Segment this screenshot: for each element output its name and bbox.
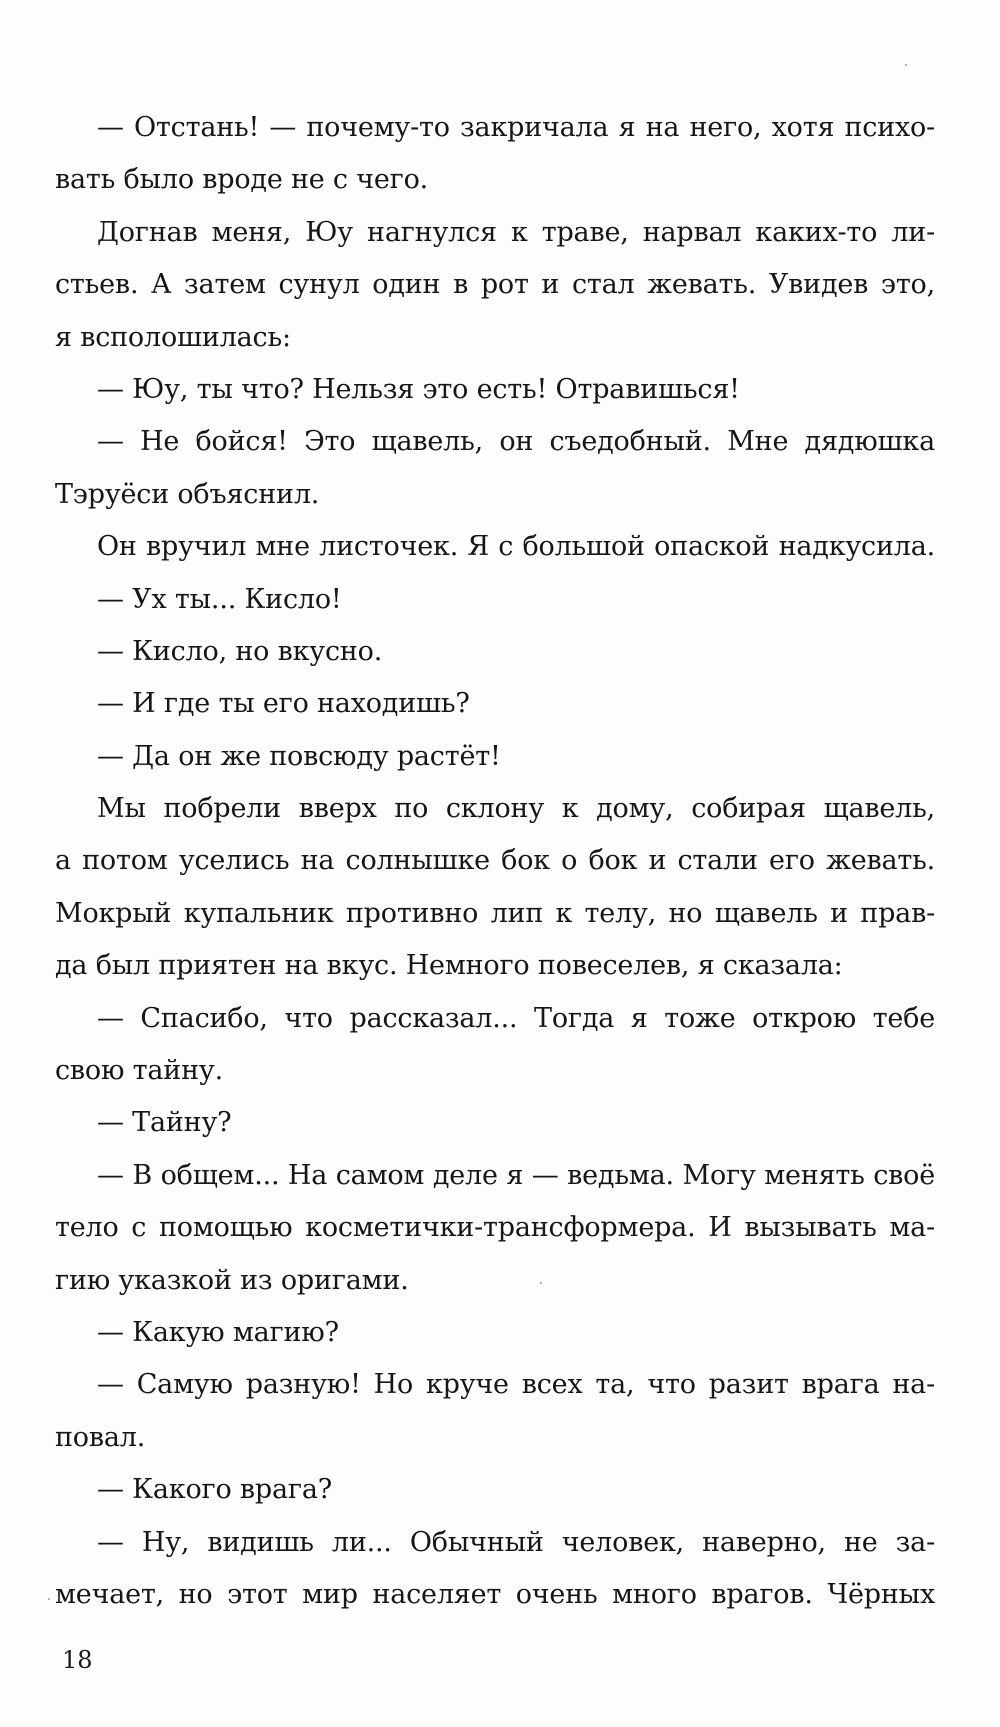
text-line: Он вручил мне листочек. Я с большой опаской надкусила. — [97, 531, 935, 563]
text-line: а потом уселись на солнышке бок о бок и стали его жевать. — [55, 845, 935, 877]
text-line: гию указкой из оригами. — [55, 1264, 409, 1296]
text-line: я всполошилась: — [55, 321, 291, 353]
text-line: тело с помощью косметички-трансформера. И вызывать ма- — [55, 1212, 935, 1244]
text-line: — Отстань! — почему-то закричала я на него, хотя психо- — [97, 112, 935, 143]
text-line: — Ух ты... Кисло! — [97, 583, 342, 615]
page-number: 18 — [62, 1646, 93, 1674]
text-line: вать было вроде не с чего. — [55, 164, 429, 196]
text-line: стьев. А затем сунул один в рот и стал жевать. Увидев это, — [55, 269, 935, 301]
text-line: свою тайну. — [55, 1055, 223, 1087]
text-line: Мы побрели вверх по склону к дому, собирая щавель, — [97, 793, 935, 825]
text-line: — Самую разную! Но круче всех та, что разит врага на- — [97, 1369, 935, 1401]
text-line: повал. — [55, 1421, 146, 1453]
paper-speck — [48, 1598, 50, 1600]
text-line: — И где ты его находишь? — [97, 688, 470, 720]
text-line: Мокрый купальник противно лип к телу, но щавель и прав- — [55, 897, 935, 929]
text-line: — Какую магию? — [97, 1316, 339, 1348]
body-text — [55, 102, 935, 1621]
text-line: Тэруёси объяснил. — [55, 478, 320, 510]
text-line: мечает, но этот мир населяет очень много врагов. Чёрных — [55, 1578, 935, 1610]
text-line: — Юу, ты что? Нельзя это есть! Отравишься! — [97, 373, 740, 405]
text-line: — Не бойся! Это щавель, он съедобный. Мне дядюшка — [97, 426, 935, 458]
text-line: — Спасибо, что рассказал... Тогда я тоже открою тебе — [97, 1002, 935, 1034]
text-line: — Кисло, но вкусно. — [97, 635, 383, 667]
text-line: — Тайну? — [97, 1107, 232, 1139]
text-line: — Ну, видишь ли... Обычный человек, наверно, не за- — [97, 1526, 935, 1558]
text-line: — В общем... На самом деле я — ведьма. Могу менять своё — [97, 1159, 935, 1191]
paper-speck — [540, 1282, 542, 1284]
text-line: — Какого врага? — [97, 1474, 332, 1506]
paper-speck — [905, 64, 907, 66]
text-line: — Да он же повсюду растёт! — [97, 740, 501, 772]
text-line: Догнав меня, Юу нагнулся к траве, нарвал каких-то ли- — [97, 216, 935, 248]
text-line: да был приятен на вкус. Немного повеселев, я сказала: — [55, 950, 843, 982]
